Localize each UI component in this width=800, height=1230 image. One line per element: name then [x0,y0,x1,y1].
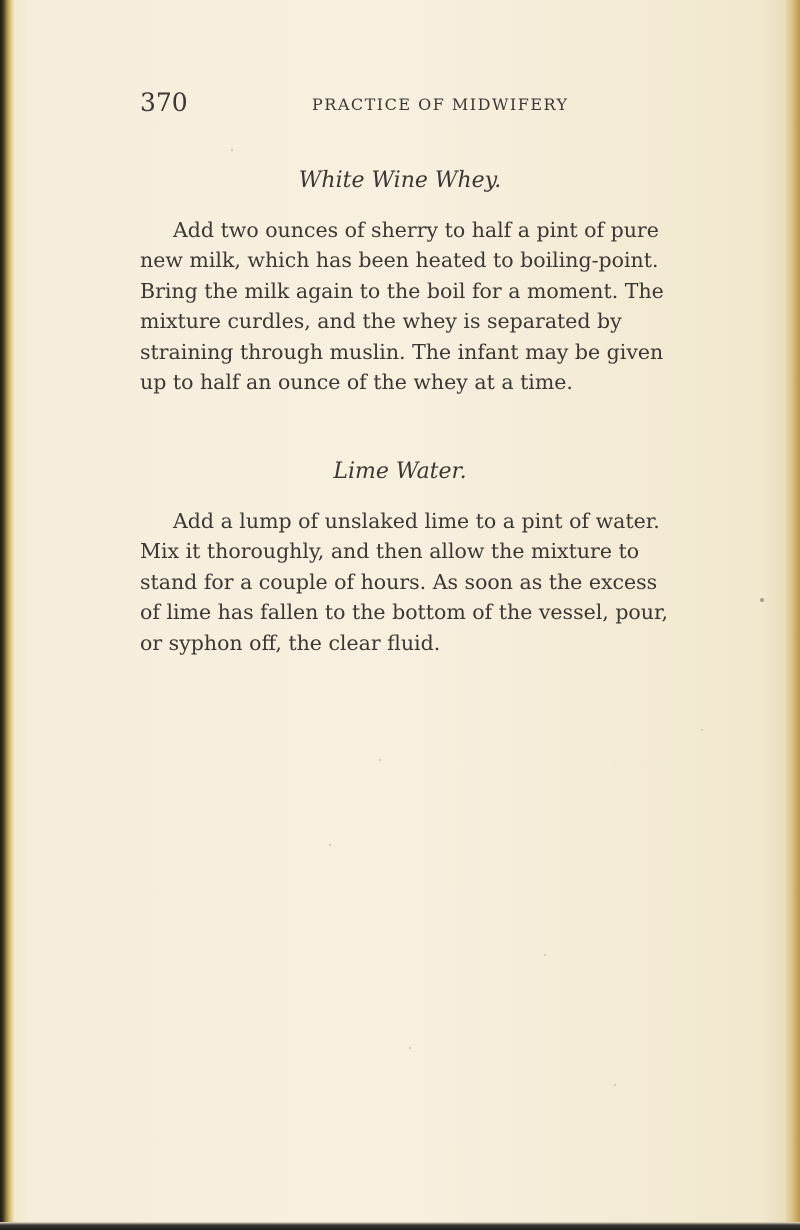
text-line: straining through muslin. The infant may be given [140,339,664,364]
text-line: Add two ounces of sherry to half a pint of pure [173,218,659,242]
text-line: or syphon off, the clear fluid. [140,630,441,655]
text-line: Bring the milk again to the boil for a moment. The [140,278,664,303]
text-line: Add a lump of unslaked lime to a pint of water. [173,509,660,533]
page-number: 370 [140,88,188,117]
section-title-lime-water: Lime Water. [333,459,467,484]
text-line: mixture curdles, and the whey is separated by [140,309,622,334]
text-line: Mix it thoroughly, and then allow the mixture to [140,539,640,564]
section-title-white-wine-whey: White Wine Whey. [298,168,502,193]
text-line: new milk, which has been heated to boiling-point. [140,248,659,273]
text-line: of lime has fallen to the bottom of the vessel, pour, [140,600,669,625]
running-head: PRACTICE OF MIDWIFERY [312,95,569,114]
text-line: up to half an ounce of the whey at a time. [140,370,573,395]
text-line: stand for a couple of hours. As soon as the excess [140,569,658,594]
